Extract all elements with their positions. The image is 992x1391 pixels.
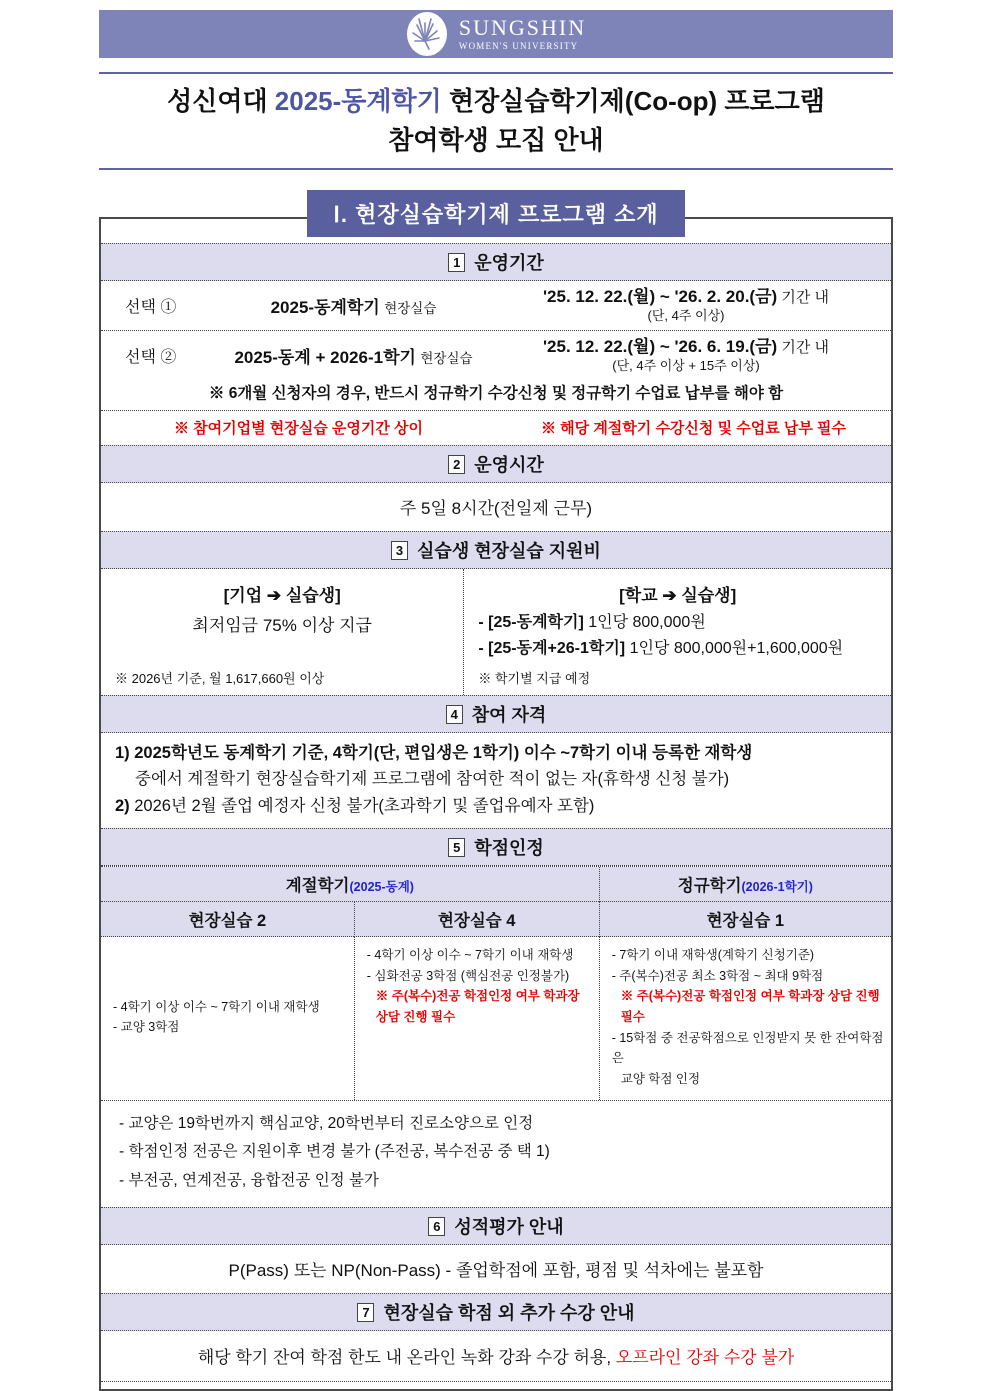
section-5-banner — [101, 828, 891, 866]
grading-info: P(Pass) 또는 NP(Non-Pass) - 졸업학점에 포함, 평점 및 석차에는 불포함 — [228, 1260, 764, 1280]
section-1-title: 운영기간 — [474, 253, 544, 273]
section-3-banner — [101, 531, 891, 569]
credit-cell-2-red-note: ※ 주(복수)전공 학점인정 여부 학과장 상담 진행 필수 — [375, 989, 580, 1025]
extra-course-info: 해당 학기 잔여 학점 한도 내 온라인 녹화 강좌 수강 허용, 오프라인 강좌 수강 불가 — [101, 1331, 891, 1382]
school-support-note: ※ 학기별 지급 예정 — [478, 670, 591, 686]
option-2-label: 선택 ② — [125, 348, 177, 366]
title-accent: 2025-동계학기 — [274, 86, 442, 116]
company-support-note: ※ 2026년 기준, 월 1,617,660원 이상 — [115, 670, 325, 686]
credit-table-body — [101, 937, 891, 1100]
section-3-number: 3 — [391, 541, 408, 560]
option-2-period-tail: 기간 내 — [777, 338, 829, 356]
option-1-label: 선택 ① — [125, 298, 177, 316]
option-2-semester: 2025-동계 + 2026-1학기 — [234, 347, 416, 367]
credit-cell-3-red-note: ※ 주(복수)전공 학점인정 여부 학과장 상담 진행 필수 — [620, 989, 880, 1025]
top-divider — [99, 72, 893, 74]
option-1-semester: 2025-동계학기 — [270, 297, 380, 317]
col-header-3: 현장실습 1 — [599, 902, 891, 937]
title-line2: 참여학생 모집 안내 — [388, 125, 604, 155]
sungshin-emblem-icon — [406, 11, 448, 57]
col-header-1: 현장실습 2 — [101, 902, 354, 937]
logo-name: SUNGSHIN — [458, 15, 587, 40]
option-1-period — [481, 286, 891, 325]
seasonal-header: 계절학기(2025-동계) — [101, 867, 599, 902]
document-title — [99, 82, 893, 160]
section-6-title: 성적평가 안내 — [454, 1216, 564, 1237]
school-support-head: [학교 ➔ 실습생] — [619, 585, 737, 605]
option-2-name — [226, 343, 481, 368]
section-5-title: 학점인정 — [474, 838, 544, 859]
section-1-banner — [101, 243, 891, 281]
logo-subtitle: WOMEN'S UNIVERSITY — [458, 41, 579, 51]
eligibility-block — [101, 733, 891, 828]
red-notice-left: ※ 참여기업별 현장실습 운영기간 상이 — [173, 419, 424, 437]
credit-notes — [101, 1101, 891, 1207]
red-notice-row — [101, 411, 891, 445]
credit-cell-1: - 4학기 이상 이수 ~ 7학기 이내 재학생 - 교양 3학점 — [113, 999, 320, 1035]
company-support-head: [기업 ➔ 실습생] — [223, 585, 341, 605]
option-1-dates: '25. 12. 22.(월) ~ '26. 2. 20.(금) — [543, 287, 778, 306]
section-2-banner — [101, 445, 891, 483]
option-1-period-tail: 기간 내 — [777, 289, 829, 306]
credit-note-1: - 교양은 19학번까지 핵심교양, 20학번부터 진로소양으로 인정 — [119, 1114, 534, 1132]
eligibility-line-1: 1) 2025학년도 동계학기 기준, 4학기(단, 편입생은 1학기) 이수 ~7학기 이내 등록한 재학생 — [115, 743, 753, 762]
section-1-number: 1 — [448, 253, 465, 272]
section-heading: Ⅰ. 현장실습학기제 프로그램 소개 — [307, 190, 684, 237]
section-7-title: 현장실습 학점 외 추가 수강 안내 — [383, 1302, 635, 1323]
eligibility-line-3: 2) 2026년 2월 졸업 예정자 신청 불가(초과학기 및 졸업유예자 포함) — [115, 796, 595, 815]
option-2-period-note: (단, 4주 이상 + 15주 이상) — [612, 358, 760, 374]
section-5-number: 5 — [448, 838, 465, 857]
title-divider — [99, 168, 893, 170]
regular-paren: (2026-1학기) — [741, 880, 813, 895]
option-1-tag: 현장실습 — [384, 300, 437, 316]
school-support-item-2: - [25-동계+26-1학기] 1인당 800,000원+1,600,000원 — [478, 639, 844, 657]
credit-note-2: - 학점인정 전공은 지원이후 변경 불가 (주전공, 복수전공 중 택 1) — [119, 1143, 550, 1161]
section-4-banner — [101, 695, 891, 733]
title-suffix: 현장실습학기제(Co-op) 프로그램 — [441, 86, 825, 116]
credit-table — [101, 866, 891, 1100]
credit-note-3: - 부전공, 연계전공, 융합전공 인정 불가 — [119, 1171, 379, 1189]
section-4-number: 4 — [446, 705, 463, 724]
section-6-number: 6 — [428, 1217, 445, 1236]
seasonal-paren: (2025-동계) — [349, 880, 414, 895]
credit-table-header-2 — [101, 902, 891, 937]
option-row-2 — [101, 331, 891, 411]
section-7-number: 7 — [357, 1303, 374, 1322]
eligibility-line-2: 중에서 계절학기 현장실습학기제 프로그램에 참여한 적이 없는 자(휴학생 신청 불가) — [135, 770, 730, 789]
credit-table-header-1 — [101, 866, 891, 902]
option-row-1 — [101, 281, 891, 331]
school-support — [464, 569, 891, 695]
title-line1 — [99, 82, 893, 121]
section-4-title: 참여 자격 — [471, 704, 547, 725]
university-logo — [406, 11, 586, 57]
logo-text — [459, 17, 586, 51]
content-box — [99, 217, 893, 1391]
option-2-period — [481, 336, 891, 375]
credit-cell-2: - 4학기 이상 이수 ~ 7학기 이내 재학생 - 심화전공 3학점 (핵심전공 인정불가) ※ 주(복수)전공 학점인정 여부 학과장 상담 진행 필수 — [354, 937, 599, 1099]
section-3-title: 실습생 현장실습 지원비 — [417, 540, 601, 561]
title-prefix: 성신여대 — [167, 86, 275, 116]
option-2-dates: '25. 12. 22.(월) ~ '26. 6. 19.(금) — [543, 336, 778, 356]
credit-cell-3: - 7학기 이내 재학생(계학기 신청기준) - 주(복수)전공 최소 3학점 ~ 최대 9학점 ※ 주(복수)전공 학점인정 여부 학과장 상담 진행 필수 - 15학점 중 전공학점으로 인정받지 못 한 잔여학점은 교양 학점 인정 — [599, 937, 891, 1099]
option-1-period-note: (단, 4주 이상) — [647, 308, 725, 324]
col-header-2: 현장실습 4 — [354, 902, 599, 937]
university-banner — [99, 10, 893, 58]
support-block — [101, 569, 891, 695]
section-2-number: 2 — [448, 455, 465, 474]
company-support — [101, 569, 464, 695]
school-support-item-1: - [25-동계학기] 1인당 800,000원 — [478, 613, 706, 631]
red-notice-right: ※ 해당 계절학기 수강신청 및 수업료 납부 필수 — [541, 419, 846, 437]
extra-course-restriction: 오프라인 강좌 수강 불가 — [615, 1347, 795, 1367]
section-2-title: 운영시간 — [474, 454, 544, 475]
option-2-tag: 현장실습 — [420, 350, 473, 366]
company-support-body: 최저임금 75% 이상 지급 — [192, 615, 372, 635]
regular-header: 정규학기(2026-1학기) — [599, 867, 891, 902]
option-1-name — [226, 293, 481, 318]
section-6-banner — [101, 1207, 891, 1245]
section-7-banner — [101, 1293, 891, 1331]
six-month-notice: ※ 6개월 신청자의 경우, 반드시 정규학기 수강신청 및 정규학기 수업료 납부를 해야 함 — [208, 384, 784, 402]
working-hours: 주 5일 8시간(전일제 근무) — [399, 498, 593, 518]
